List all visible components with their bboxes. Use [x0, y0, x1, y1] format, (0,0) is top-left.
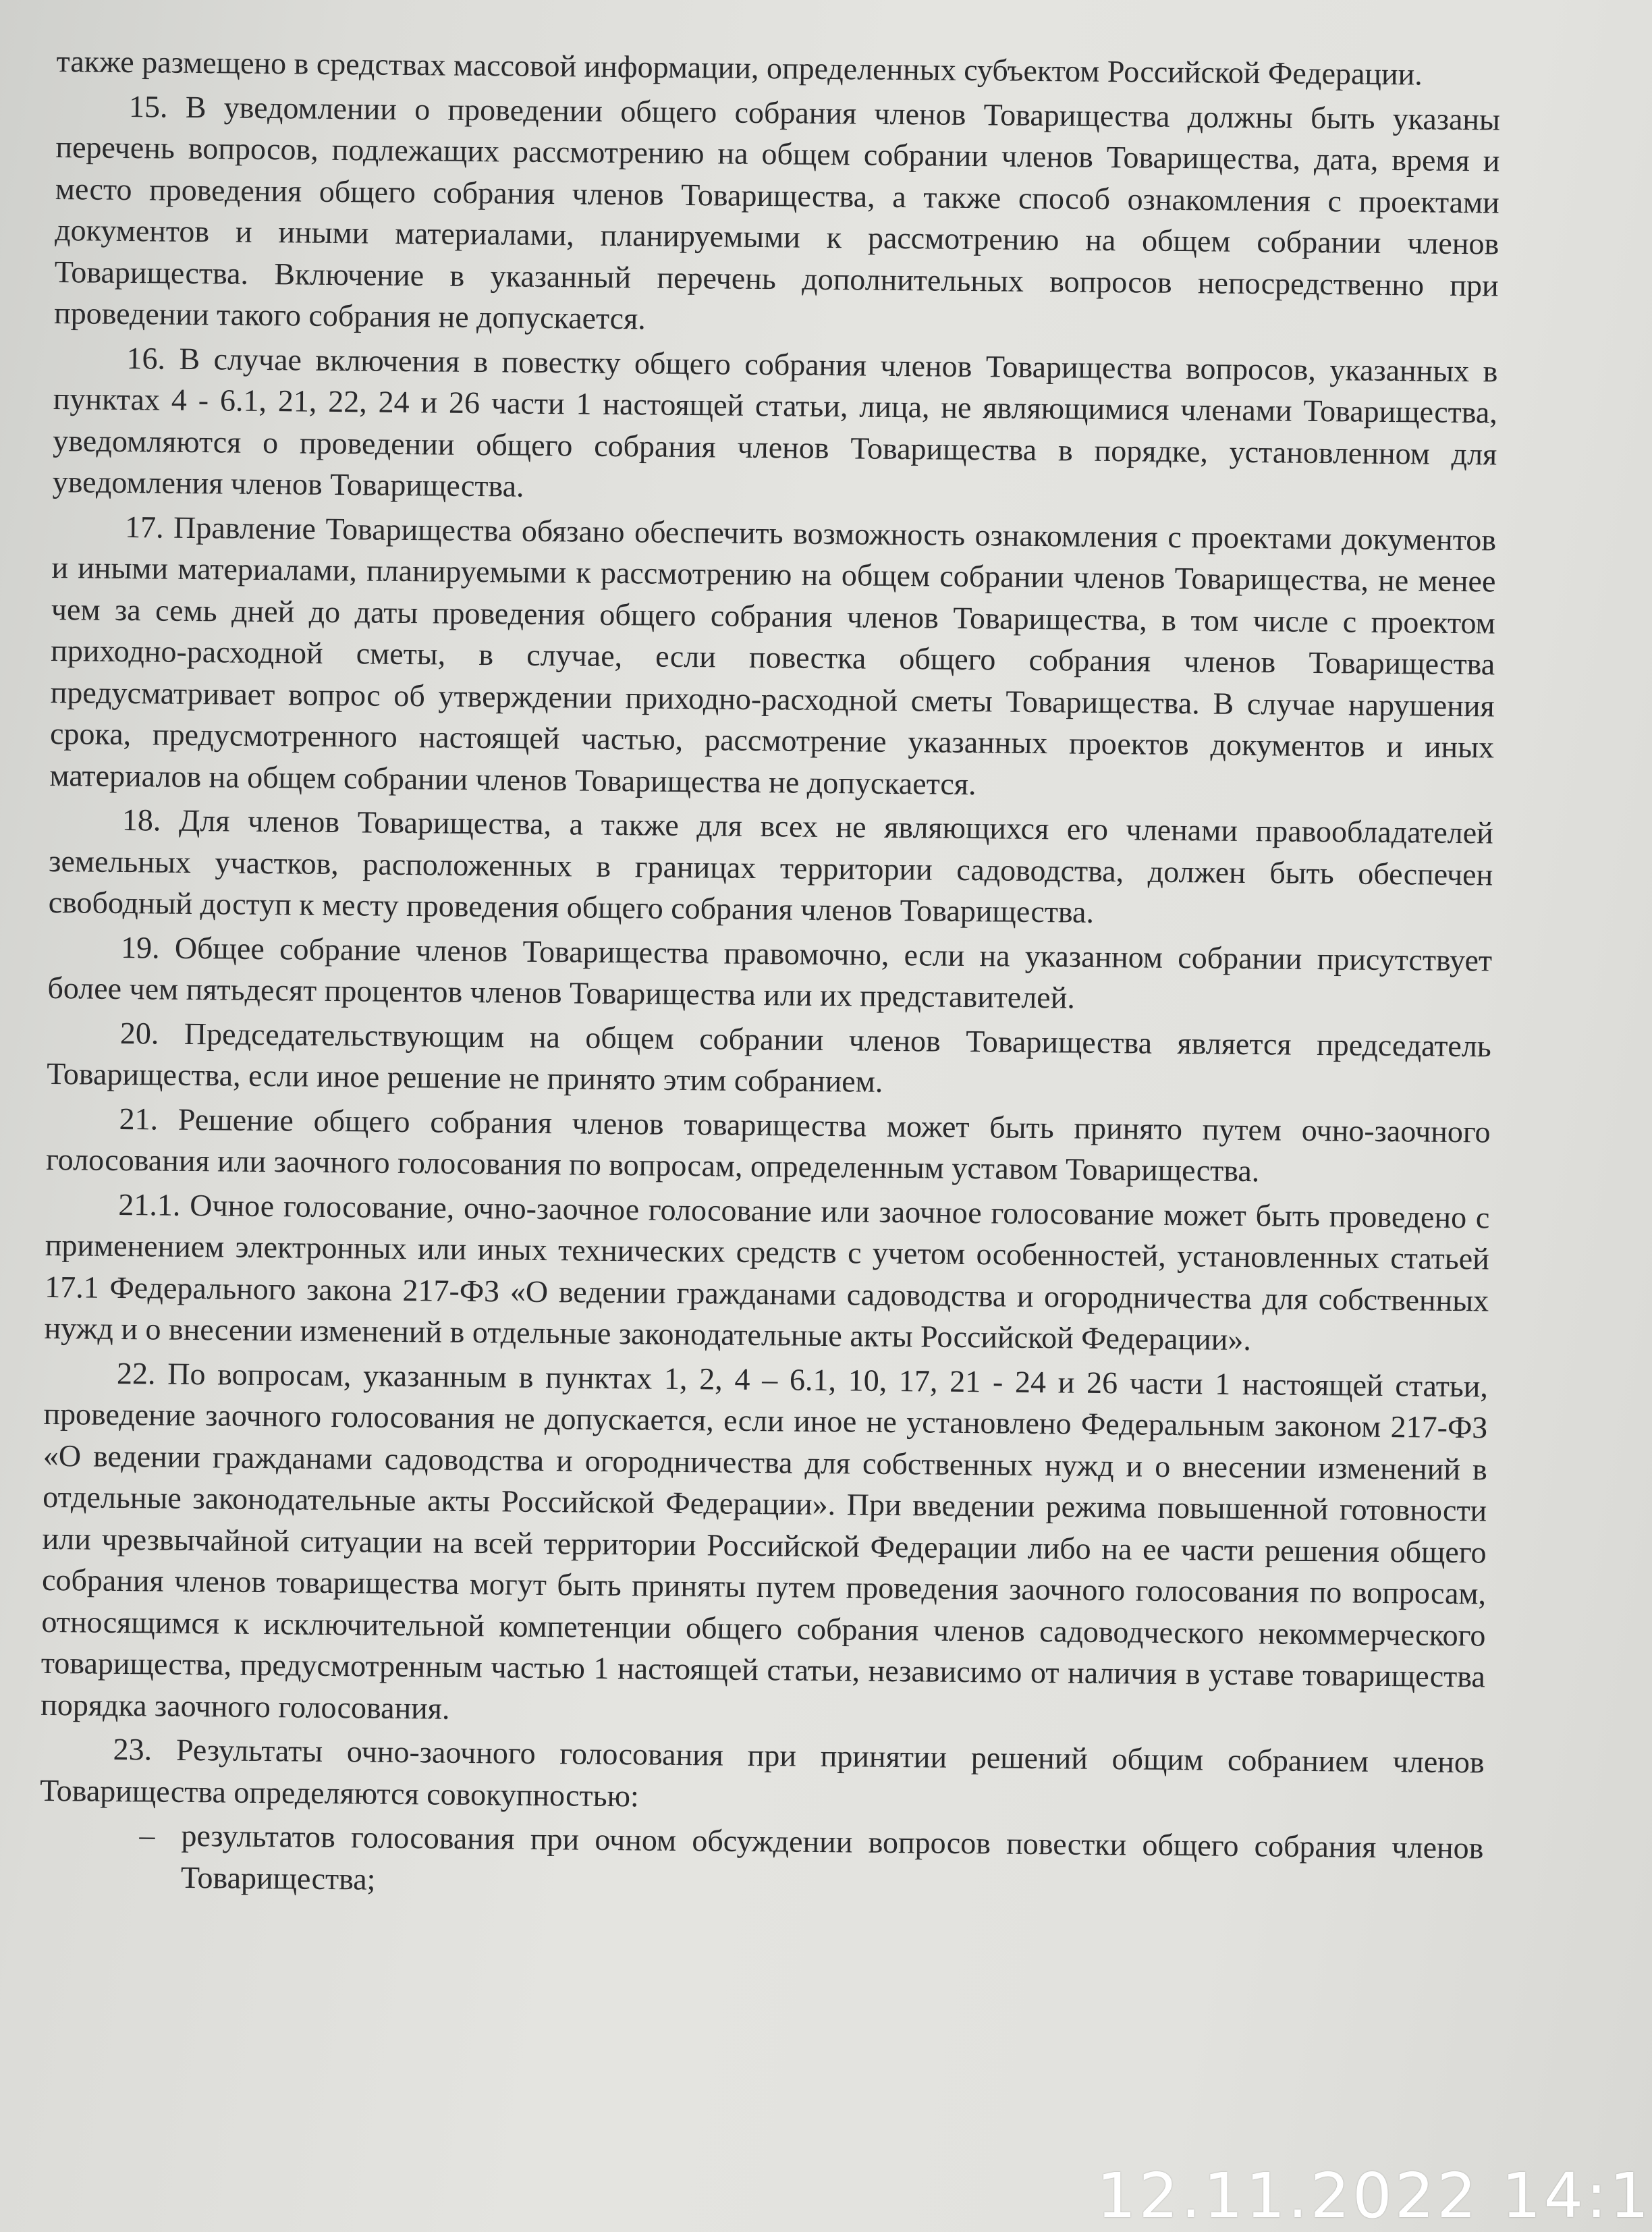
photo-timestamp: 12.11.2022 14:1: [1097, 2160, 1652, 2232]
paragraph-22: 22. По вопросам, указанным в пунктах 1, 2, 4 – 6.1, 10, 17, 21 - 24 и 26 части 1 настоящей статьи, проведение заочного голосования не допускается, если иное не установлено Федеральным законом 217-ФЗ «О ведении гражданами садоводства и огородничества для собственных нужд и о внесении изменений в отдельные законодательные акты Российской Федерации». При введении режима повышенной готовности или чрезвычайной ситуации на всей территории Российской Федерации либо на ее части решения общего собрания членов товарищества могут быть приняты путем проведения заочного голосования по вопросам, относящимся к исключительной компетенции общего собрания членов садоводческого некоммерческого товарищества, предусмотренным частью 1 настоящей статьи, независимо от наличия в уставе товарищества порядка заочного голосования.: [40, 1355, 1489, 1726]
paragraph-17: 17. Правление Товарищества обязано обеспечить возможность ознакомления с проектами документов и иными материалами, планируемыми к рассмотрению на общем собрании членов Товарищества, не менее чем за семь дней до даты проведения общего собрания членов Товарищества, в том числе с проектом приходно-расходной сметы, в случае, если повестка общего собрания членов Товарищества предусматривает вопрос об утверждении приходно-расходной сметы Товарищества. В случае нарушения срока, предусмотренного настоящей частью, рассмотрение указанных проектов документов и иных материалов на общем собрании членов Товарищества не допускается.: [49, 509, 1497, 801]
paragraph-19: 19. Общее собрание членов Товарищества правомочно, если на указанном собрании присутствует более чем пятьдесят процентов членов Товарищества или их представителей.: [47, 929, 1493, 1015]
paragraph-21: 21. Решение общего собрания членов товарищества может быть принято путем очно-заочного голосования или заочного голосования по вопросам, определенным уставом Товарищества.: [45, 1101, 1491, 1189]
list-item-text: результатов голосования при очном обсуждении вопросов повестки общего собрания членов Товарищества;: [180, 1818, 1484, 1897]
list-item: [139, 1815, 1484, 1911]
document-page: [39, 40, 1501, 1910]
paragraph-15: 15. В уведомлении о проведении общего собрания членов Товарищества должны быть указаны перечень вопросов, подлежащих рассмотрению на общем собрании членов Товарищества, дата, время и место проведения общего собрания членов Товарищества, а также способ ознакомления с проектами документов и иными материалами, планируемыми к рассмотрению на общем собрании членов Товарищества. Включение в указанный перечень дополнительных вопросов непосредственно при проведении такого собрания не допускается.: [53, 88, 1501, 336]
paragraph-21-1: 21.1. Очное голосование, очно-заочное голосование или заочное голосование может быть проведено с применением электронных или иных технических средств с учетом особенностей, установленных статьей 17.1 Федерального закона 217-ФЗ «О ведении гражданами садоводства и огородничества для собственных нужд и о внесении изменений в отдельные законодательные акты Российской Федерации».: [44, 1187, 1490, 1357]
paragraph-18: 18. Для членов Товарищества, а также для всех не являющихся его членами правообладателей земельных участков, расположенных в границах территории садоводства, должен быть обеспечен свободный доступ к месту проведения общего собрания членов Товарищества.: [48, 802, 1494, 929]
paragraph-23: 23. Результаты очно-заочного голосования при принятии решений общим собранием членов Товарищества определяются совокупностью:: [39, 1731, 1485, 1813]
paragraph-20: 20. Председательствующим на общем собрании членов Товарищества является председатель Товарищества, если иное решение не принято этим собранием.: [47, 1015, 1492, 1099]
list-dash: –: [139, 1818, 155, 1853]
result-list: [39, 1814, 1484, 1911]
paragraph-16: 16. В случае включения в повестку общего собрания членов Товарищества вопросов, указанных в пунктах 4 - 6.1, 21, 22, 24 и 26 части 1 настоящей статьи, лица, не являющимися членами Товарищества, уведомляются о проведении общего собрания членов Товарищества в порядке, установленном для уведомления членов Товарищества.: [52, 340, 1498, 503]
paragraph-continuation: также размещено в средствах массовой информации, определенных субъектом Российской Федерации.: [56, 43, 1423, 92]
